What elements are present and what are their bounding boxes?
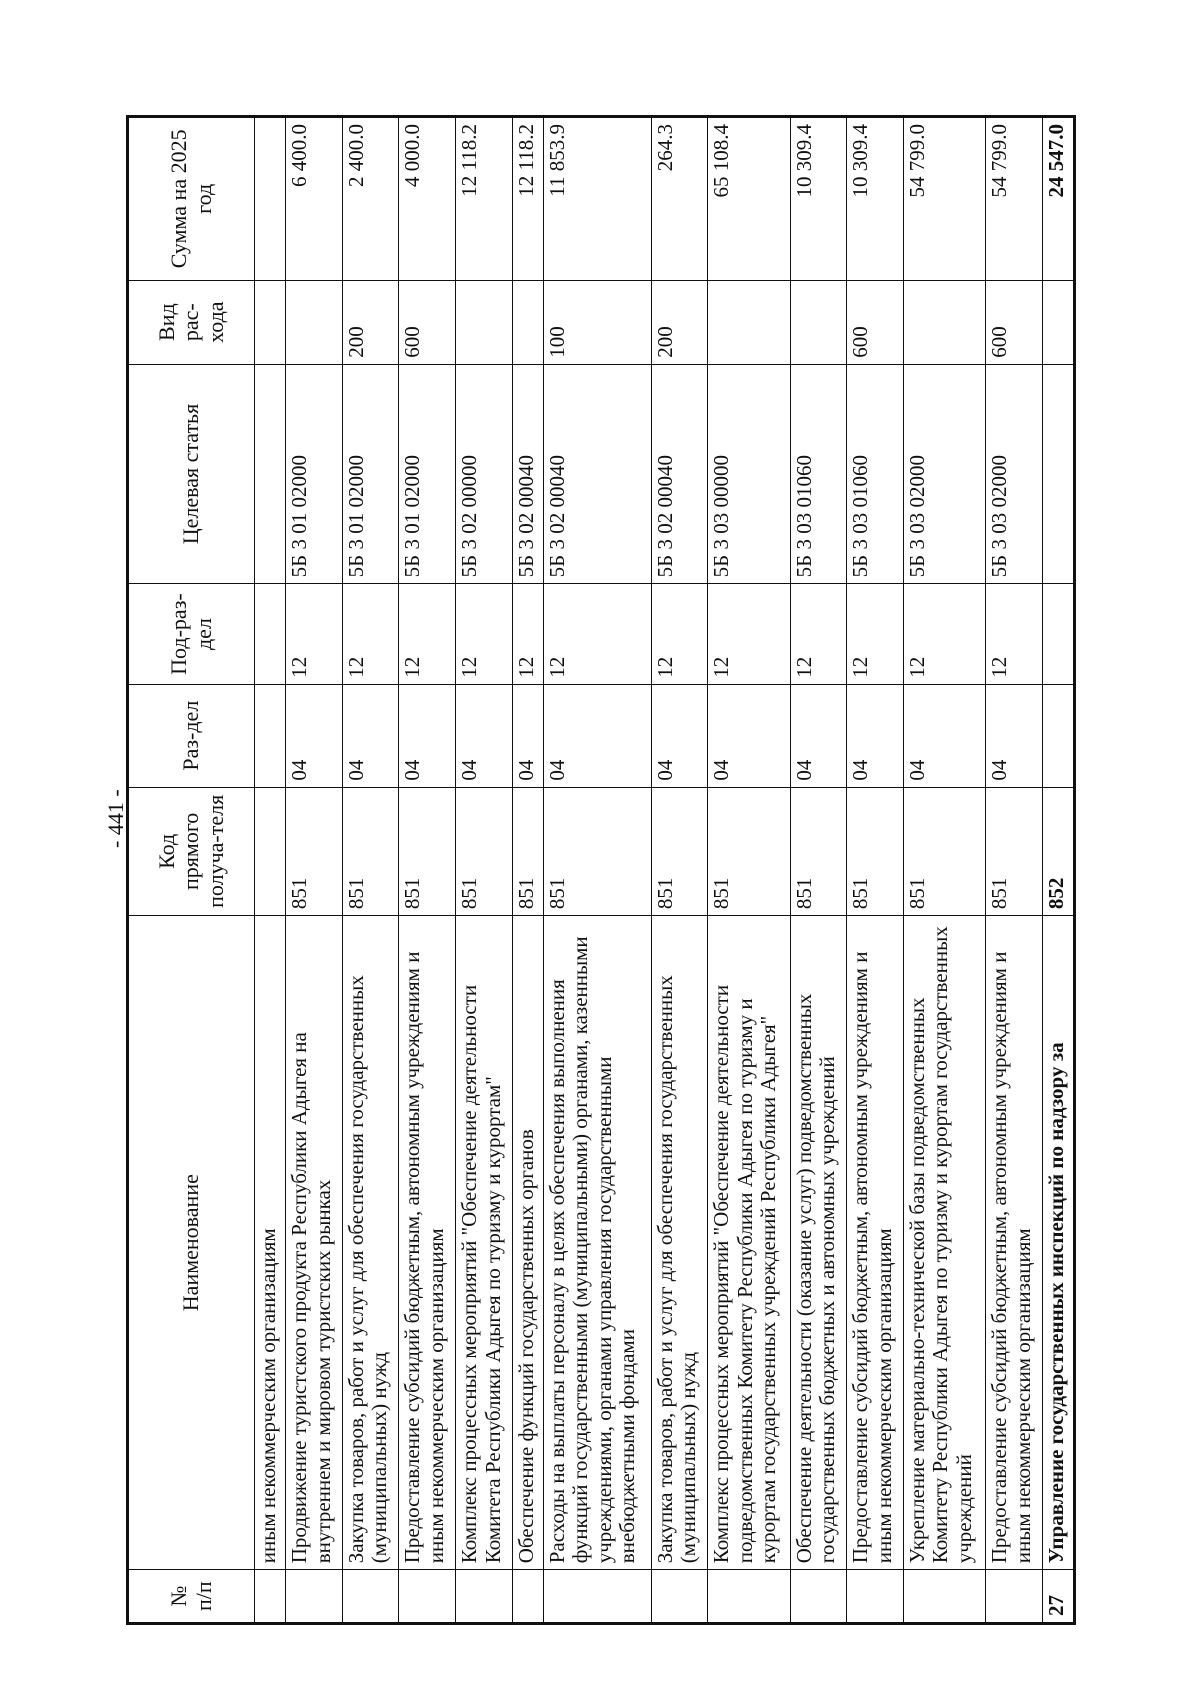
cell-amount: 2 400.0 [342, 117, 399, 281]
cell-amount: 65 108.4 [708, 117, 790, 281]
cell-subsection: 12 [986, 584, 1043, 684]
column-header-expense-type: Вид рас-хода [128, 280, 255, 364]
table-row [456, 117, 513, 1624]
cell-recipient: 851 [903, 787, 985, 916]
cell-target: 5Б 3 02 00040 [512, 364, 543, 584]
table-row [847, 117, 904, 1624]
cell-expense-type [255, 280, 286, 364]
cell-expense-type: 200 [651, 280, 708, 364]
cell-target: 5Б 3 01 02000 [286, 364, 343, 584]
cell-section: 04 [903, 684, 985, 787]
cell-name: Управление государственных инспекций по надзору за [1042, 916, 1074, 1570]
cell-section: 04 [512, 684, 543, 787]
page-number: - 441 - [103, 789, 128, 848]
cell-num [512, 1570, 543, 1624]
cell-recipient: 851 [543, 787, 651, 916]
table-row [986, 117, 1043, 1624]
column-header-section: Раз-дел [128, 684, 255, 787]
cell-target: 5Б 3 02 00040 [543, 364, 651, 584]
cell-expense-type [790, 280, 847, 364]
cell-section: 04 [286, 684, 343, 787]
cell-amount: 24 547.0 [1042, 117, 1074, 281]
cell-subsection: 12 [399, 584, 456, 684]
cell-section: 04 [986, 684, 1043, 787]
table-row [651, 117, 708, 1624]
cell-subsection: 12 [903, 584, 985, 684]
cell-recipient: 851 [342, 787, 399, 916]
cell-name: Продвижение туристского продукта Республики Адыгея на внутреннем и мировом туристских рынках [286, 916, 343, 1570]
cell-subsection: 12 [708, 584, 790, 684]
cell-subsection: 12 [847, 584, 904, 684]
cell-expense-type: 600 [986, 280, 1043, 364]
table-row [286, 117, 343, 1624]
cell-recipient: 851 [651, 787, 708, 916]
cell-subsection [1042, 584, 1074, 684]
cell-amount: 54 799.0 [986, 117, 1043, 281]
cell-num [651, 1570, 708, 1624]
cell-subsection: 12 [512, 584, 543, 684]
cell-name: Закупка товаров, работ и услуг для обеспечения государственных (муниципальных) нужд [342, 916, 399, 1570]
cell-target: 5Б 3 03 00000 [708, 364, 790, 584]
cell-num [286, 1570, 343, 1624]
cell-recipient: 851 [286, 787, 343, 916]
table-row [255, 117, 286, 1624]
cell-name: Предоставление субсидий бюджетным, автономным учреждениям и иным некоммерческим организациям [847, 916, 904, 1570]
cell-section: 04 [847, 684, 904, 787]
table-row [708, 117, 790, 1624]
cell-amount: 10 309.4 [790, 117, 847, 281]
cell-amount: 12 118.2 [512, 117, 543, 281]
column-header-amount: Сумма на 2025 год [128, 117, 255, 281]
cell-amount: 10 309.4 [847, 117, 904, 281]
cell-recipient: 851 [512, 787, 543, 916]
cell-name: Укрепление материально-технической базы подведомственных Комитету Республики Адыгея по туризму и курортам государственных учреждений [903, 916, 985, 1570]
cell-name: Закупка товаров, работ и услуг для обеспечения государственных (муниципальных) нужд [651, 916, 708, 1570]
cell-recipient: 851 [708, 787, 790, 916]
cell-num [708, 1570, 790, 1624]
cell-recipient: 851 [399, 787, 456, 916]
cell-num [543, 1570, 651, 1624]
cell-subsection: 12 [286, 584, 343, 684]
cell-expense-type: 600 [847, 280, 904, 364]
cell-subsection: 12 [651, 584, 708, 684]
table-body [255, 117, 1075, 1624]
cell-subsection: 12 [543, 584, 651, 684]
cell-num [342, 1570, 399, 1624]
cell-name: Предоставление субсидий бюджетным, автономным учреждениям и иным некоммерческим организациям [399, 916, 456, 1570]
table-row [399, 117, 456, 1624]
column-header-recipient: Код прямого получа-теля [128, 787, 255, 916]
cell-section [1042, 684, 1074, 787]
cell-section: 04 [708, 684, 790, 787]
cell-amount: 6 400.0 [286, 117, 343, 281]
column-header-name: Наименование [128, 916, 255, 1570]
cell-target: 5Б 3 02 00000 [456, 364, 513, 584]
cell-section [255, 684, 286, 787]
cell-section: 04 [342, 684, 399, 787]
cell-expense-type [456, 280, 513, 364]
cell-num [847, 1570, 904, 1624]
cell-amount: 4 000.0 [399, 117, 456, 281]
table-header-row [128, 117, 255, 1624]
cell-target: 5Б 3 03 02000 [903, 364, 985, 584]
cell-expense-type: 600 [399, 280, 456, 364]
cell-recipient [255, 787, 286, 916]
cell-section: 04 [456, 684, 513, 787]
cell-expense-type [286, 280, 343, 364]
cell-recipient: 851 [986, 787, 1043, 916]
table-row [790, 117, 847, 1624]
cell-name: Расходы на выплаты персоналу в целях обеспечения выполнения функций государственными (муниципальными) органами, казенными учреждениями, органами управления государственными внебюджетными фондами [543, 916, 651, 1570]
cell-target: 5Б 3 03 01060 [790, 364, 847, 584]
cell-name: Комплекс процессных мероприятий "Обеспечение деятельности подведомственных Комитету Республики Адыгея по туризму и курортам государственных учреждений Республики Адыгея" [708, 916, 790, 1570]
cell-section: 04 [399, 684, 456, 787]
cell-num [456, 1570, 513, 1624]
cell-expense-type [903, 280, 985, 364]
table-row [903, 117, 985, 1624]
column-header-target: Целевая статья [128, 364, 255, 584]
cell-subsection: 12 [790, 584, 847, 684]
cell-expense-type: 100 [543, 280, 651, 364]
cell-expense-type: 200 [342, 280, 399, 364]
cell-target [255, 364, 286, 584]
column-header-num: № п/п [128, 1570, 255, 1624]
cell-recipient: 851 [456, 787, 513, 916]
cell-subsection: 12 [456, 584, 513, 684]
cell-num: 27 [1042, 1570, 1074, 1624]
rotated-table-container [126, 115, 1076, 1625]
cell-target: 5Б 3 02 00040 [651, 364, 708, 584]
cell-expense-type [512, 280, 543, 364]
cell-section: 04 [651, 684, 708, 787]
cell-recipient: 851 [847, 787, 904, 916]
cell-amount: 264.3 [651, 117, 708, 281]
cell-expense-type [708, 280, 790, 364]
cell-amount: 11 853.9 [543, 117, 651, 281]
cell-section: 04 [790, 684, 847, 787]
cell-num [986, 1570, 1043, 1624]
cell-section: 04 [543, 684, 651, 787]
cell-num [903, 1570, 985, 1624]
column-header-subsection: Под-раз-дел [128, 584, 255, 684]
cell-target: 5Б 3 03 01060 [847, 364, 904, 584]
cell-name: иным некоммерческим организациям [255, 916, 286, 1570]
cell-name: Обеспечение функций государственных органов [512, 916, 543, 1570]
table-row [342, 117, 399, 1624]
cell-num [790, 1570, 847, 1624]
budget-table [126, 115, 1076, 1625]
cell-subsection [255, 584, 286, 684]
cell-target: 5Б 3 01 02000 [342, 364, 399, 584]
cell-name: Обеспечение деятельности (оказание услуг) подведомственных государственных бюджетных и автономных учреждений [790, 916, 847, 1570]
cell-num [399, 1570, 456, 1624]
cell-recipient: 851 [790, 787, 847, 916]
cell-subsection: 12 [342, 584, 399, 684]
cell-target [1042, 364, 1074, 584]
cell-amount: 12 118.2 [456, 117, 513, 281]
cell-num [255, 1570, 286, 1624]
cell-recipient: 852 [1042, 787, 1074, 916]
cell-expense-type [1042, 280, 1074, 364]
table-row [543, 117, 651, 1624]
table-row [1042, 117, 1074, 1624]
cell-target: 5Б 3 01 02000 [399, 364, 456, 584]
cell-amount: 54 799.0 [903, 117, 985, 281]
cell-amount [255, 117, 286, 281]
cell-target: 5Б 3 03 02000 [986, 364, 1043, 584]
table-row [512, 117, 543, 1624]
cell-name: Комплекс процессных мероприятий "Обеспечение деятельности Комитета Республики Адыгея по туризму и курортам" [456, 916, 513, 1570]
cell-name: Предоставление субсидий бюджетным, автономным учреждениям и иным некоммерческим организациям [986, 916, 1043, 1570]
